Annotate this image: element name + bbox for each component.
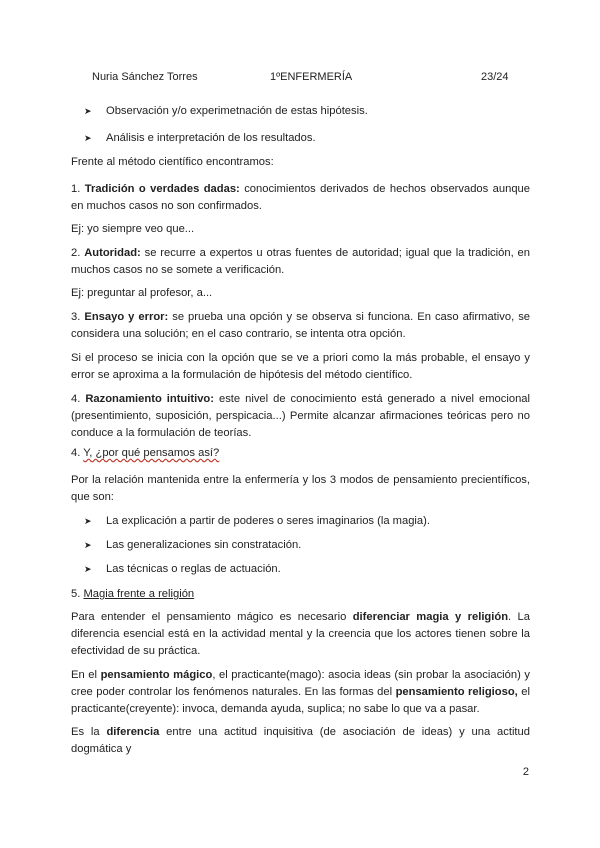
bullet-text: La explicación a partir de poderes o seres imaginarios (la magia). (106, 515, 430, 527)
item-number: 2. (71, 247, 81, 259)
intro-paragraph: Frente al método científico encontramos: (71, 156, 274, 168)
item-text: se recurre a expertos u otras fuentes de autoridad; igual que la tradición, en muchos casos no se somete a verificación. (71, 247, 530, 276)
section-title: Magia frente a religión (83, 588, 195, 600)
header-year: 23/24 (481, 71, 509, 83)
text-run: , el practicante(mago): asocia ideas (sin probar la asociación) y cree poder controlar los fenómenos naturales. En las formas del (71, 669, 531, 698)
bullet-text: Análisis e interpretación de los resultados. (106, 132, 316, 144)
text-bold: diferencia (106, 726, 160, 738)
item-number: 4. (71, 393, 81, 405)
arrow-bullet-icon: ➤ (84, 106, 92, 116)
page-header (0, 69, 600, 85)
item-text: conocimientos derivados de hechos observados aunque en muchos casos no son confirmados. (71, 183, 530, 212)
process-paragraph: Si el proceso se inicia con la opción que se ve a priori como la más probable, el ensayo y error se aproxima a la formulación de hipótesis del método científico. (71, 352, 530, 381)
section-number: 4. (71, 447, 81, 459)
example-paragraph: Ej: preguntar al profesor, a... (71, 287, 213, 299)
text-bold: diferenciar magia y religión (352, 611, 509, 623)
item-term: Razonamiento intuitivo: (85, 393, 214, 405)
item-text: este nivel de conocimiento está generado a nivel emocional (presentimiento, suposición, perspicacia...) Permite alcanzar afirmaciones teóricas pero no conduce a la formulación de teorías. (71, 393, 531, 439)
item-tradicion (71, 181, 530, 215)
item-term: Ensayo y error: (84, 311, 169, 323)
arrow-bullet-icon: ➤ (84, 516, 92, 526)
text-run: Para entender el pensamiento mágico es necesario (71, 611, 353, 623)
item-number: 3. (71, 311, 81, 323)
diferencia-paragraph (71, 724, 530, 758)
magia-paragraph (71, 609, 530, 660)
text-run: el practicante(creyente): invoca, demanda ayuda, suplica; no sabe lo que va a pasar. (71, 686, 530, 715)
bullet-text: Observación y/o experimetnación de estas hipótesis. (106, 105, 368, 117)
magico-paragraph (71, 667, 530, 718)
example-paragraph: Ej: yo siempre veo que... (71, 223, 195, 235)
arrow-bullet-icon: ➤ (84, 540, 92, 550)
item-ensayo-error (71, 309, 530, 343)
section-heading-5 (71, 586, 530, 603)
text-run: . La diferencia esencial está en la actividad mental y la creencia que los actores tienen sobre la efectividad de su práctica. (71, 611, 530, 657)
header-author: Nuria Sánchez Torres (92, 71, 198, 83)
item-razonamiento (71, 391, 530, 442)
relation-paragraph: Por la relación mantenida entre la enfermería y los 3 modos de pensamiento precientíficos, que son: (71, 474, 530, 503)
item-text: se prueba una opción y se observa si funciona. En caso afirmativo, se considera una solución; en el caso contrario, se intenta otra opción. (71, 311, 531, 340)
header-course: 1ºENFERMERÍA (270, 71, 353, 83)
text-run: Es la (71, 726, 107, 738)
item-autoridad (71, 245, 530, 279)
section-title: Y, ¿por qué pensamos así? (83, 447, 220, 459)
text-bold: pensamiento religioso, (395, 686, 518, 698)
text-run: En el (71, 669, 101, 681)
bullet-text: Las técnicas o reglas de actuación. (106, 563, 281, 575)
page-number: 2 (522, 766, 529, 778)
arrow-bullet-icon: ➤ (84, 133, 92, 143)
text-bold: pensamiento mágico (100, 669, 213, 681)
section-number: 5. (71, 588, 81, 600)
section-heading-4 (71, 445, 530, 462)
arrow-bullet-icon: ➤ (84, 564, 92, 574)
item-term: Tradición o verdades dadas: (84, 183, 240, 195)
item-number: 1. (71, 183, 81, 195)
item-term: Autoridad: (84, 247, 141, 259)
text-run: entre una actitud inquisitiva (de asociación de ideas) y una actitud dogmática y (71, 726, 530, 755)
bullet-text: Las generalizaciones sin constratación. (106, 539, 302, 551)
